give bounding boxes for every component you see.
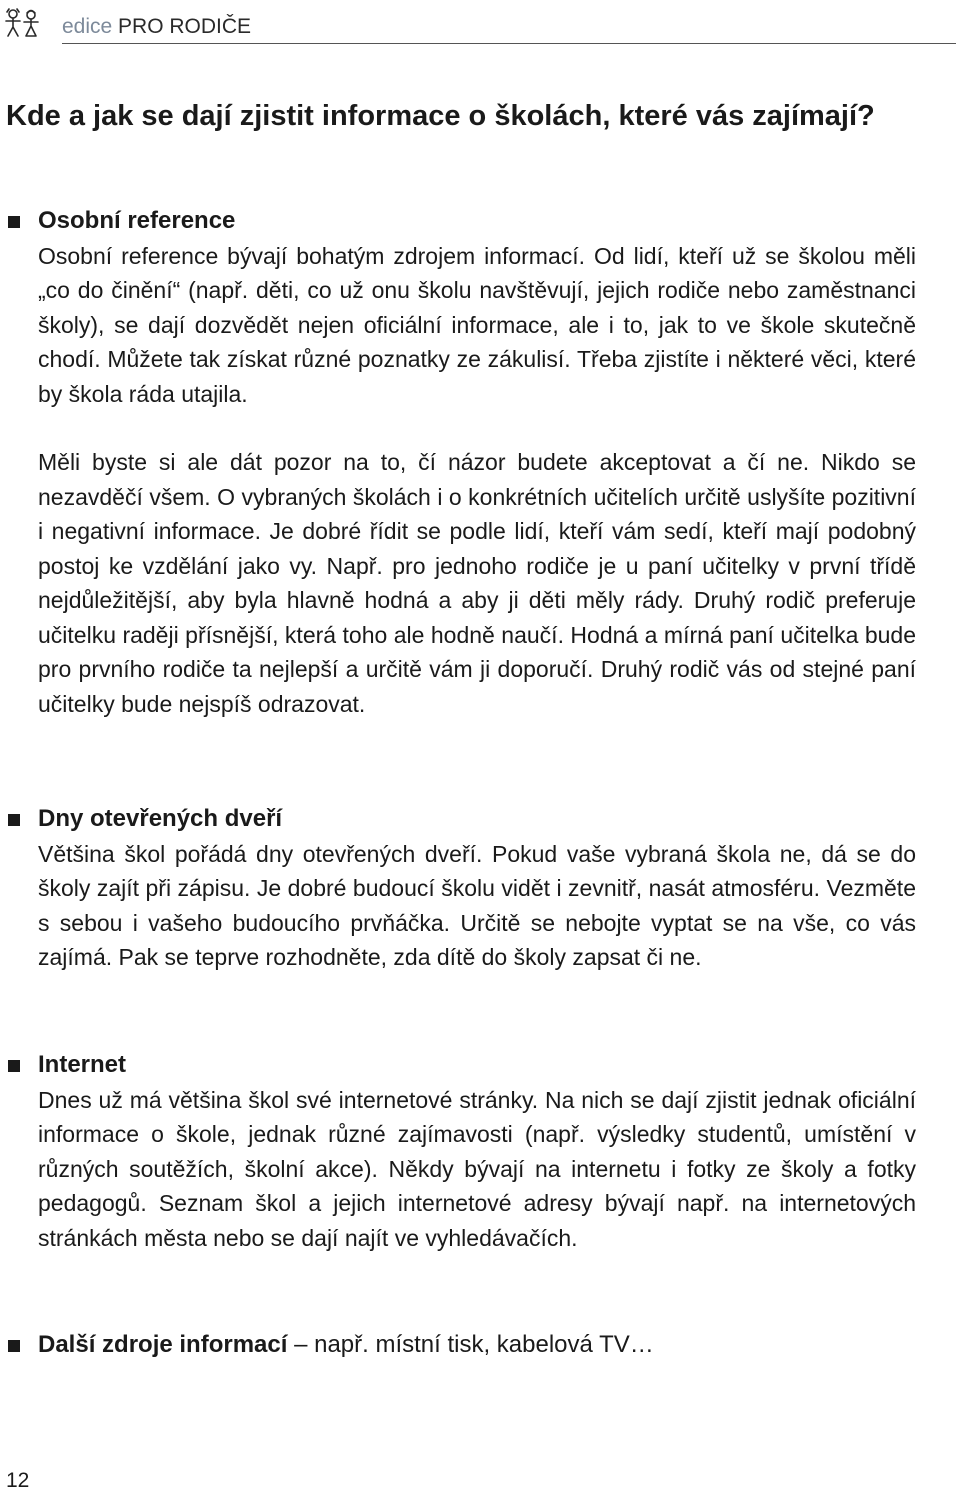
section-paragraph: Měli byste si ale dát pozor na to, čí názor budete akceptovat a čí ne. Nikdo se nezavděčí všem. O vybraných školách i o konkrétních učitelích určitě uslyšíte pozitivní i negativní informace. Je dobré řídit se podle lidí, kteří vám sedí, kteří mají podobný postoj ke vzdělání jako vy. Např. pro jednoho rodiče je u paní učitelky v první třídě nejdůležitější, aby byla hlavně hodná a aby ji děti měly rády. Druhý rodič preferuje učitelku raději přísnější, která toho ale hodně naučí. Hodná a mírná paní učitelka bude pro prvního rodiče ta nejlepší a určitě vám ji doporučí. Druhý rodič vás od stejné paní učitelky bude nejspíš odrazovat. bbox=[38, 449, 916, 717]
page-number: 12 bbox=[6, 1469, 30, 1492]
series-name: PRO RODIČE bbox=[118, 15, 252, 38]
section-other-sources bbox=[6, 1328, 916, 1363]
page-header bbox=[0, 0, 960, 46]
section-title: Internet bbox=[38, 1051, 127, 1078]
header-rule bbox=[62, 43, 956, 44]
section-paragraph: Většina škol pořádá dny otevřených dveří. Pokud vaše vybraná škola ne, dá se do školy zajít při zápisu. Je dobré budoucí školu vidět i zevnitř, nasát atmosféru. Vezměte s sebou i vašeho budoucího prvňáčka. Určitě se nebojte vyptat se na vše, co vás zajímá. Pak se teprve rozhodněte, zda dítě do školy zapsat či ne. bbox=[38, 840, 916, 970]
section-title: Osobní reference bbox=[38, 207, 236, 234]
section-internet bbox=[6, 1048, 916, 1255]
square-bullet-icon bbox=[8, 216, 20, 228]
square-bullet-icon bbox=[8, 1340, 20, 1352]
section-inline-text: – např. místní tisk, kabelová TV… bbox=[287, 1331, 654, 1358]
square-bullet-icon bbox=[8, 1060, 20, 1072]
square-bullet-icon bbox=[8, 814, 20, 826]
children-logo-icon bbox=[4, 8, 40, 38]
section-title: Dny otevřených dveří bbox=[38, 805, 283, 832]
page-heading: Kde a jak se dají zjistit informace o školách, které vás zajímají? bbox=[6, 100, 875, 132]
series-prefix: edice bbox=[62, 15, 113, 38]
section-paragraph: Osobní reference bývají bohatým zdrojem informací. Od lidí, kteří už se školou měli „co do činění“ (např. děti, co už onu školu navštěvují, jejich rodiče nebo zaměstnanci školy), se dají dozvědět nejen oficiální informace, ale i to, jak to ve škole skutečně chodí. Můžete tak získat různé poznatky ze zákulisí. Třeba zjistíte i některé věci, které by škola ráda utajila. bbox=[38, 242, 916, 407]
section-open-days bbox=[6, 802, 916, 975]
section-title: Další zdroje informací bbox=[38, 1331, 288, 1358]
section-paragraph: Dnes už má většina škol své internetové stránky. Na nich se dají zjistit jednak oficiální informace o škole, jednak různé zajímavosti (např. výsledky studentů, umístění v různých soutěžích, školní akce). Někdy bývají na internetu i fotky ze školy a fotky pedagogů. Seznam škol a jejich internetové adresy bývají např. na internetových stránkách města nebo se dají najít ve vyhledávačích. bbox=[38, 1086, 916, 1251]
series-title bbox=[62, 14, 251, 40]
section-personal-references bbox=[6, 204, 916, 721]
section-title-line bbox=[38, 1328, 916, 1363]
